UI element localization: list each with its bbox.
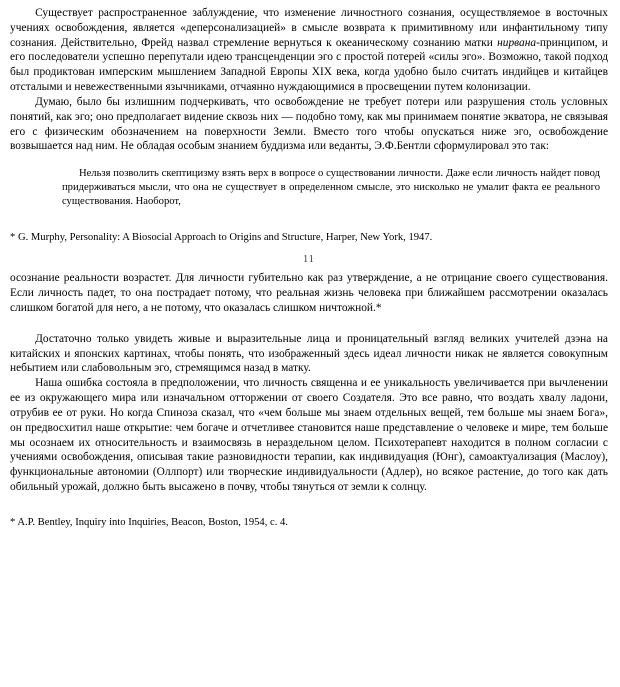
paragraph-2: Думаю, было бы излишним подчеркивать, что освобождение не требует потери или разрушения столь условных понятий, как эго; оно предполагает видение сквозь них — подобно тому, как мы принимаем понятие экватора, не связывая его с физическим обозначением на поверхности Земли. Вместо того чтобы опускаться ниже эго, освобождение возвышается над ним. Не обладая особым знанием буддизма или веданты, Э.Ф.Бентли сформулировал это так: [10, 95, 608, 153]
blockquote: Нельзя позволить скептицизму взять верх в вопросе о существовании личности. Даже если личность найдет повод придерживаться мысли, что она не существует в определенном смысле, это нисколько не умалит факта ее реального существования. Наоборот, [62, 168, 600, 207]
spacer [10, 215, 608, 222]
spacer [10, 154, 608, 161]
paragraph-5: Наша ошибка состояла в предположении, что личность священна и ее уникальность увеличивается при вычленении ее из окружающего мира или изначальном отторжении от своего Создателя. Это все равно, что воздать хвалу ладони, отрубив ее от руки. Но когда Спиноза сказал, что «чем больше мы знаем отдельных вещей, тем больше мы знаем Бога», он предвосхитил наше открытие: чем богаче и отчетливее становится наше представление о человеке и мире, тем больше мы осознаем их относительность и взаимосвязь в нераздельном целом. Психотерапевт находится в полном согласии с учениями освобождения, описывая такие разновидности терапии, как индивидуация (Юнг), самоактуализация (Маслоу), функциональные автономии (Оллпорт) или творческие индивидуальности (Адлер), но всякое растение, до того как дать обильный урожай, должно быть высажено в почву, чтобы тянуться от земли к солнцу. [10, 377, 608, 494]
footnote-bottom: * A.P. Bentley, Inquiry into Inquiries, Beacon, Boston, 1954, c. 4. [10, 516, 288, 528]
paragraph-1-text-after: -принципом, и его последователи успешно перепутали идею транcценденции эго с простой потерей «силы эго». Возможно, такой подход был продиктован имперским мышлением Западной Европы XIX века, когда удобно было считать индийцев и китайцев отсталыми и невежественными язычниками, отчаянно нуждающимися в просвещении путем колонизации. [10, 36, 609, 94]
paragraph-1 [10, 6, 608, 95]
page-number: 11 [303, 254, 315, 266]
paragraph-4: Достаточно только увидеть живые и выразительные лица и проницательный взгляд великих учителей дзэна на китайских и японских картинах, чтобы понять, что изображенный здесь идеал личности никак не является совокупным небытием или слабовольным эго, стремящимся назад в матку. [10, 332, 608, 375]
paragraph-3: осознание реальности возрастет. Для личности губительно как раз утверждение, а не отрицание своего существования. Если личность падет, то она пострадает потому, что реальная жизнь человека при ближайшем рассмотрении оказалась слишком богатой для него, а не потому, что оказалась слишком ничтожной.* [10, 272, 608, 314]
spacer [10, 495, 608, 507]
paragraph-1-italic-term: нирвана [497, 36, 537, 49]
spacer [10, 316, 608, 332]
footnote-top: * G. Murphy, Personality: A Biosocial Approach to Origins and Structure, Harper, New York, 1947. [10, 231, 433, 243]
paragraph-1-text-before: Существует распространенное заблуждение, что изменение личностного сознания, осуществляемое в восточных учениях освобождения, является «деперсонализацией» в смысле возврата к примитивному или инфантильному типу сознания. Действительно, Фрейд назвал стремление вернуться к океаническому сознанию матки [10, 7, 608, 49]
